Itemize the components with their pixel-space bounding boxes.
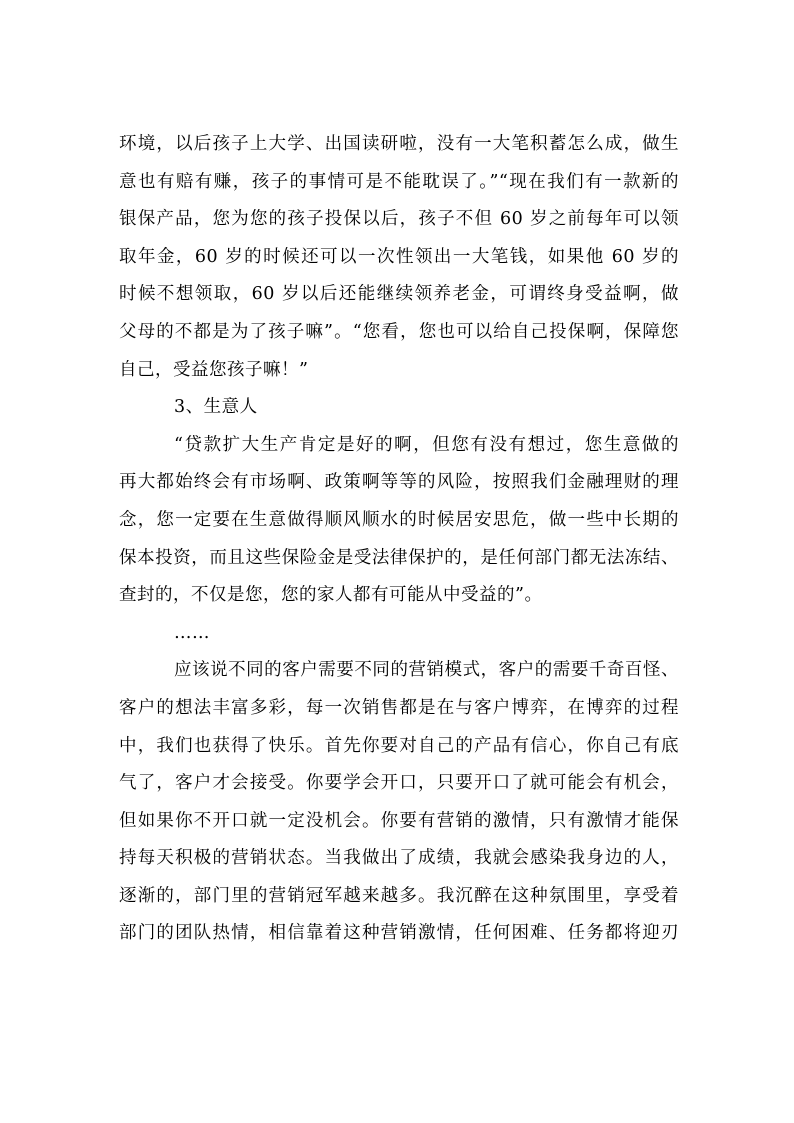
text-line: 持每天积极的营销状态。当我做出了成绩，我就会感染我身边的人， xyxy=(119,848,679,869)
text-line: “贷款扩大生产肯定是好的啊，但您有没有想过，您生意做的 xyxy=(174,434,679,455)
text-line: 逐渐的，部门里的营销冠军越来越多。我沉醉在这种氛围里，享受着 xyxy=(119,885,679,906)
text-line: 查封的，不仅是您，您的家人都有可能从中受益的”。 xyxy=(119,585,543,606)
text-line: 父母的不都是为了孩子嘛”。“您看，您也可以给自己投保啊，保障您 xyxy=(119,321,679,342)
text-line: 时候不想领取，60 岁以后还能继续领养老金，可谓终身受益啊，做 xyxy=(119,284,679,305)
text-line: 保本投资，而且这些保险金是受法律保护的，是任何部门都无法冻结、 xyxy=(119,547,679,568)
text-line: 环境，以后孩子上大学、出国读研啦，没有一大笔积蓄怎么成，做生 xyxy=(119,134,679,154)
body-text xyxy=(119,126,679,953)
text-line: 中，我们也获得了快乐。首先你要对自己的产品有信心，你自己有底 xyxy=(119,735,679,756)
ellipsis-line: …… xyxy=(174,622,210,643)
text-line: 气了，客户才会接受。你要学会开口，只要开口了就可能会有机会， xyxy=(119,773,679,794)
text-line: 再大都始终会有市场啊、政策啊等等的风险，按照我们金融理财的理 xyxy=(119,472,679,493)
text-line: 念，您一定要在生意做得顺风顺水的时候居安思危，做一些中长期的 xyxy=(119,509,679,530)
text-line: 银保产品，您为您的孩子投保以后，孩子不但 60 岁之前每年可以领 xyxy=(119,209,679,230)
text-line: 取年金，60 岁的时候还可以一次性领出一大笔钱，如果他 60 岁的 xyxy=(119,246,679,267)
text-line: 应该说不同的客户需要不同的营销模式，客户的需要千奇百怪、 xyxy=(174,660,679,681)
text-line: 但如果你不开口就一定没机会。你要有营销的激情，只有激情才能保 xyxy=(119,810,679,831)
section-heading: 3、生意人 xyxy=(174,397,258,418)
text-line: 部门的团队热情，相信靠着这种营销激情，任何困难、任务都将迎刃 xyxy=(119,923,679,944)
text-line: 自己，受益您孩子嘛！” xyxy=(119,359,309,380)
text-line: 意也有赔有赚，孩子的事情可是不能耽误了。”“现在我们有一款新的 xyxy=(119,171,679,192)
text-line: 客户的想法丰富多彩，每一次销售都是在与客户博弈，在博弈的过程 xyxy=(119,697,679,718)
